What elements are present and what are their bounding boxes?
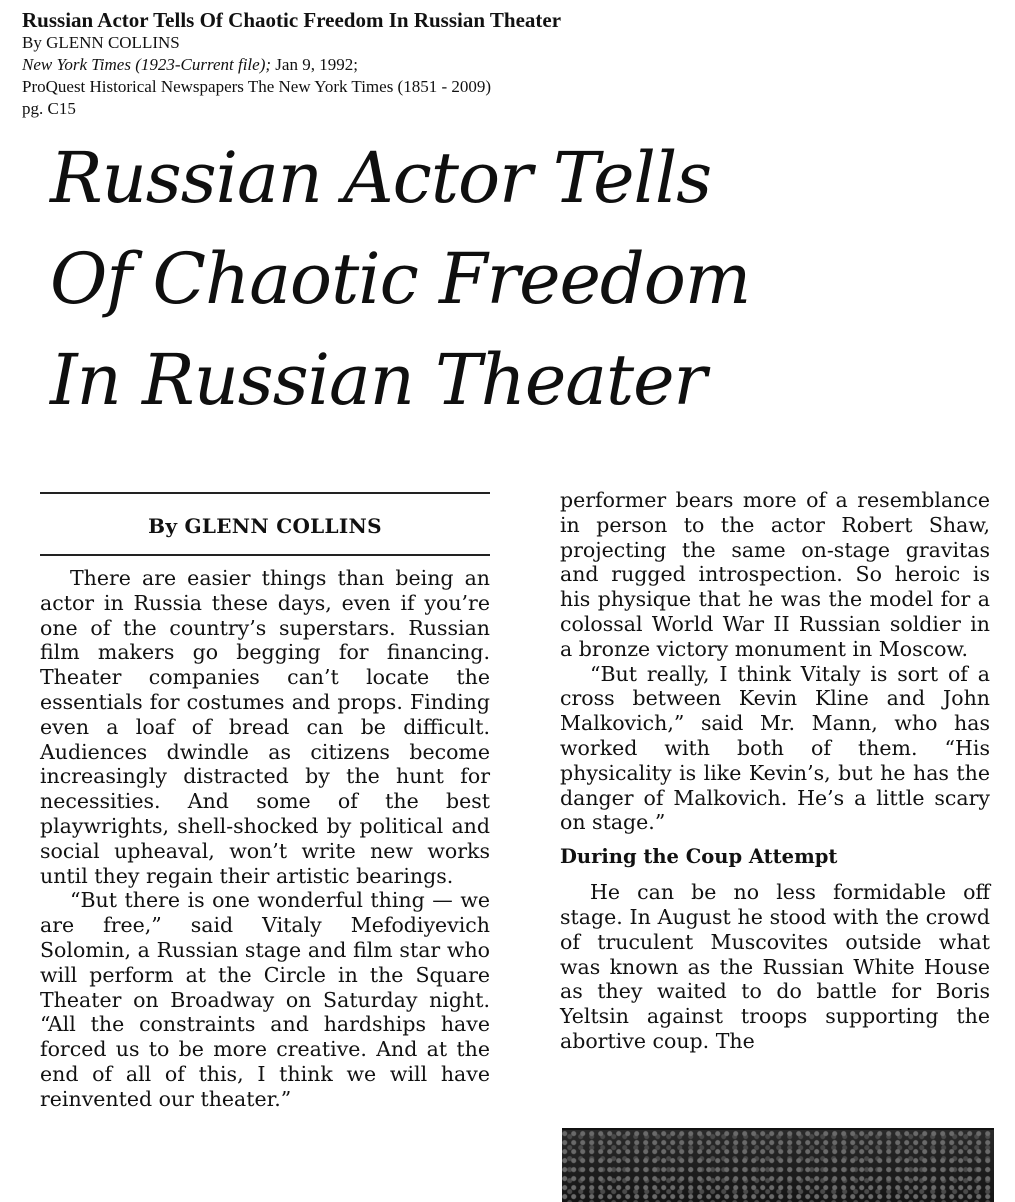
citation-date: Jan 9, 1992; [271, 55, 358, 74]
article-photo [562, 1128, 994, 1202]
article-headline [50, 128, 1000, 431]
article-column-right [560, 488, 990, 1054]
citation-source [22, 54, 1002, 76]
citation-page: pg. C15 [22, 99, 76, 118]
citation-byline: By GLENN COLLINS [22, 33, 180, 52]
article-paragraph: “But really, I think Vitaly is sort of a cross between Kevin Kline and John Malkovich,” said Mr. Mann, who has worked with both of them. “His physicality is like Kevin’s, but he has the danger of Malkovich. He’s a little scary on stage.” [560, 661, 990, 835]
citation-title: Russian Actor Tells Of Chaotic Freedom In Russian Theater [22, 8, 562, 32]
citation-database: ProQuest Historical Newspapers The New York Times (1851 - 2009) [22, 77, 492, 96]
article-subhead: During the Coup Attempt [560, 845, 838, 869]
headline-line-3: In Russian Theater [50, 339, 707, 421]
article-paragraph: “But there is one wonderful thing — we are free,” said Vitaly Mefodiyevich Solomin, a Russian stage and film star who will perform at the Circle in the Square Theater on Broadway on Saturday night. “All the constraints and hardships have forced us to be more creative. And at the end of all of this, I think we will have reinvented our theater.” [40, 888, 490, 1111]
article-paragraph: He can be no less formidable off stage. In August he stood with the crowd of truculent Muscovites outside what was known as the Russian White House as they waited to do battle for Boris Yeltsin against troops supporting the abortive coup. The [560, 880, 990, 1053]
headline-line-1: Russian Actor Tells [50, 137, 712, 219]
article-byline: By GLENN COLLINS [148, 514, 382, 538]
citation-header [22, 8, 1002, 120]
byline-rule-bottom [40, 554, 490, 556]
article-paragraph: performer bears more of a resemblance in person to the actor Robert Shaw, projecting the same on-stage gravitas and rugged introspection. So heroic is his physique that he was the model for a colossal World War II Russian soldier in a bronze victory monument in Moscow. [560, 488, 990, 661]
article-paragraph: There are easier things than being an actor in Russia these days, even if you’re one of the country’s superstars. Russian film makers go begging for financing. Theater companies can’t locate the essentials for costumes and props. Finding even a loaf of bread can be difficult. Audiences dwindle as citizens become increasingly distracted by the hunt for necessities. And some of the best playwrights, shell-shocked by political and social upheaval, won’t write new works until they regain their artistic bearings. [40, 566, 490, 888]
citation-publication: New York Times (1923-Current file); [22, 55, 272, 74]
headline-line-2: Of Chaotic Freedom [50, 238, 751, 320]
article-column-left [40, 492, 490, 1112]
